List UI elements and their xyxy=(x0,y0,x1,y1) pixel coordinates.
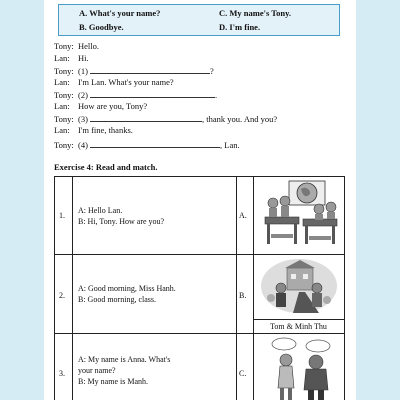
row-number: 3. xyxy=(59,369,65,378)
answer-blank-2[interactable] xyxy=(90,89,215,98)
dialogue-cell: A: Hello Lan. B: Hi, Tony. How are you? xyxy=(78,206,165,226)
dialogue-cell: A: Good morning, Miss Hanh. B: Good morning, class. xyxy=(78,284,176,304)
match-table xyxy=(54,176,344,400)
dialogue-line: Tony: (2) . xyxy=(54,90,218,100)
option-b: B. Goodbye. xyxy=(79,22,124,32)
answer-blank-4[interactable] xyxy=(90,139,220,148)
dialogue-line: Tony: (4) , Lan. xyxy=(54,140,240,150)
row-number: 2. xyxy=(59,291,65,300)
exercise-title: Exercise 4: Read and match. xyxy=(54,162,158,172)
introduction-illustration xyxy=(264,336,338,400)
option-a: A. What's your name? xyxy=(79,8,161,18)
answer-blank-1[interactable] xyxy=(90,65,210,74)
caption-cell xyxy=(253,319,344,334)
row-number: 1. xyxy=(59,211,65,220)
dialogue-line: Lan: How are you, Tony? xyxy=(54,101,148,111)
dialogue-line: Lan: Hi. xyxy=(54,53,89,63)
answer-blank-3[interactable] xyxy=(90,113,202,122)
dialogue-cell: A: My name is Anna. What's your name? B: My name is Manh. xyxy=(78,355,171,386)
worksheet-page xyxy=(44,0,356,400)
option-c: C. My name's Tony. xyxy=(219,8,292,18)
dialogue-line: Tony: (3) , thank you. And you? xyxy=(54,114,278,124)
morning-scene-illustration xyxy=(259,258,339,318)
picture-letter: C. xyxy=(239,369,247,378)
dialogue-line: Lan: I'm fine, thanks. xyxy=(54,125,133,135)
dialogue-line: Tony: Hello. xyxy=(54,41,100,51)
classroom-illustration xyxy=(257,179,341,251)
picture-caption: Tom & Minh Thu xyxy=(270,322,327,331)
option-d: D. I'm fine. xyxy=(219,22,261,32)
dialogue-line: Lan: I'm Lan. What's your name? xyxy=(54,77,174,87)
dialogue-line: Tony: (1) ? xyxy=(54,66,214,76)
picture-letter: A. xyxy=(239,211,247,220)
answer-options-box xyxy=(58,4,340,36)
picture-letter: B. xyxy=(239,291,247,300)
